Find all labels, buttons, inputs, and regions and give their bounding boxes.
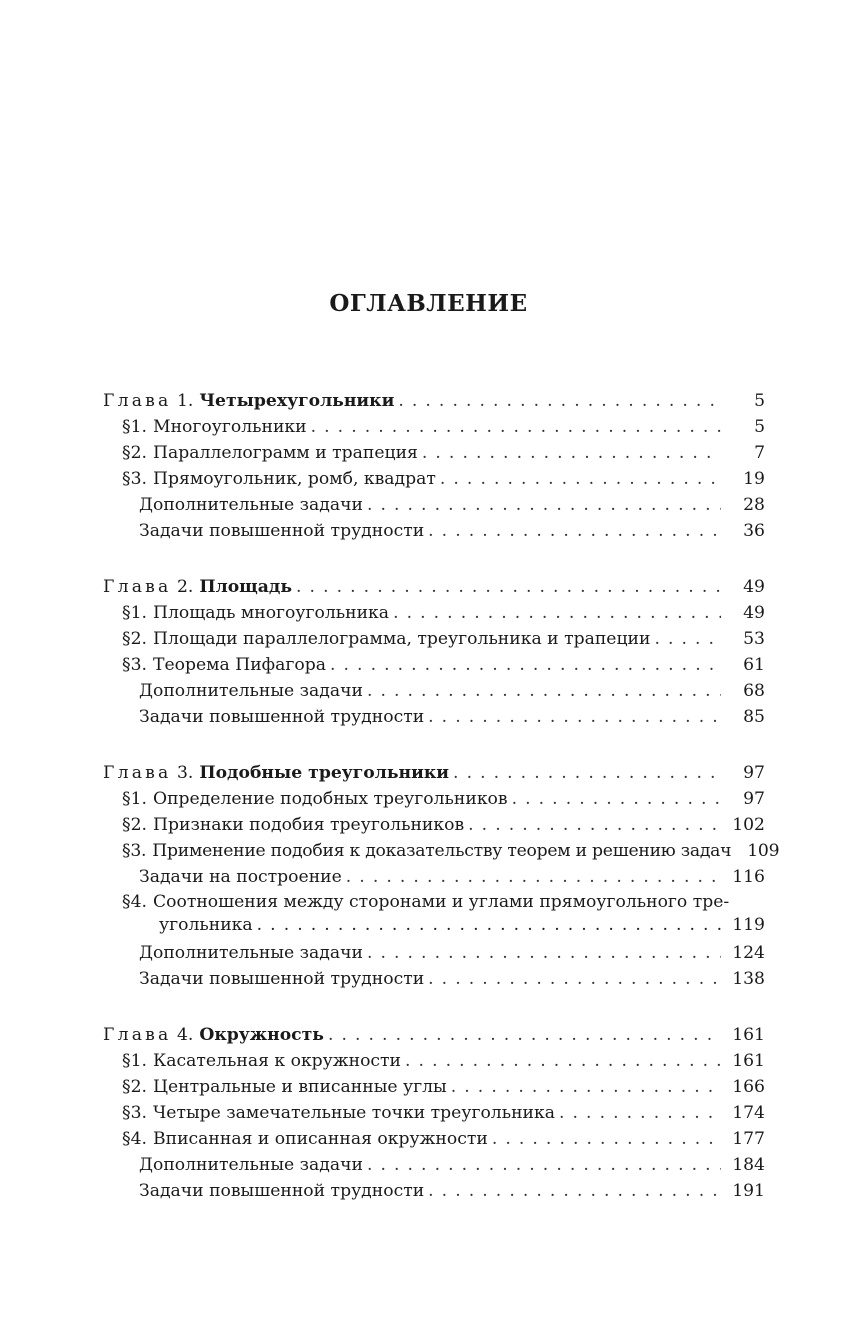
page-number: 5 xyxy=(754,417,765,437)
chapter-label: Глава 1. Четырехугольники xyxy=(103,391,395,411)
page-number: 177 xyxy=(732,1129,765,1149)
toc-entry[interactable]: Задачи на построение . . . 116 xyxy=(103,864,765,890)
toc-entry[interactable]: §3. Применение подобия к доказательству теорем и решению задач 109 xyxy=(103,838,765,864)
page-number: 116 xyxy=(732,867,765,887)
chapter-2-heading[interactable] xyxy=(103,574,765,600)
dot-leader xyxy=(367,1152,721,1178)
toc-entry[interactable]: §2. Параллелограмм и трапеция . . . 7 xyxy=(103,440,765,466)
page-number: 166 xyxy=(732,1077,765,1097)
dot-leader xyxy=(296,574,721,600)
page-number: 49 xyxy=(743,603,765,623)
page-number: 19 xyxy=(743,469,765,489)
toc-entry[interactable]: §1. Определение подобных треугольников . . . 97 xyxy=(103,786,765,812)
toc-entry[interactable]: §2. Признаки подобия треугольников . . . 102 xyxy=(103,812,765,838)
chapter-1-heading[interactable] xyxy=(103,388,765,414)
dot-leader xyxy=(428,518,721,544)
entry-second-line: угольника xyxy=(159,915,253,935)
page-number: 109 xyxy=(747,841,780,861)
page-number: 138 xyxy=(732,969,765,989)
page-number: 36 xyxy=(743,521,765,541)
dot-leader xyxy=(440,466,721,492)
toc-entry[interactable]: §1. Касательная к окружности . . . 161 xyxy=(103,1048,765,1074)
toc-entry[interactable]: §3. Прямоугольник, ромб, квадрат . . . 19 xyxy=(103,466,765,492)
toc-entry[interactable]: Дополнительные задачи . . . 68 xyxy=(103,678,765,704)
toc-entry[interactable]: Дополнительные задачи . . . 28 xyxy=(103,492,765,518)
chapter-3-block xyxy=(103,760,780,992)
entry-first-line: §4. Соотношения между сторонами и углами прямоугольного тре- xyxy=(122,892,730,912)
dot-leader xyxy=(422,440,721,466)
page-number: 191 xyxy=(732,1181,765,1201)
dot-leader xyxy=(512,786,721,812)
chapter-label: Глава 2. Площадь xyxy=(103,577,293,597)
toc-entry[interactable]: §2. Площади параллелограмма, треугольника и трапеции . . . 53 xyxy=(103,626,765,652)
page-number: 102 xyxy=(732,815,765,835)
page-number: 119 xyxy=(732,915,765,935)
toc-entry[interactable]: Задачи повышенной трудности . . . 138 xyxy=(103,966,765,992)
toc-entry[interactable]: Дополнительные задачи . . . 184 xyxy=(103,1152,765,1178)
dot-leader xyxy=(311,414,721,440)
table-of-contents xyxy=(103,388,780,1234)
page-number: 53 xyxy=(743,629,765,649)
dot-leader xyxy=(654,626,721,652)
dot-leader xyxy=(559,1100,721,1126)
dot-leader xyxy=(367,940,721,966)
page-number: 49 xyxy=(743,577,765,597)
dot-leader xyxy=(428,704,721,730)
page-number: 7 xyxy=(754,443,765,463)
dot-leader xyxy=(468,812,721,838)
page-number: 28 xyxy=(743,495,765,515)
chapter-2-block xyxy=(103,574,765,730)
dot-leader xyxy=(398,388,721,414)
toc-entry[interactable]: §2. Центральные и вписанные углы . . . 166 xyxy=(103,1074,765,1100)
toc-entry[interactable]: Задачи повышенной трудности . . . 36 xyxy=(103,518,765,544)
page-number: 174 xyxy=(732,1103,765,1123)
dot-leader xyxy=(428,1178,721,1204)
page-number: 61 xyxy=(743,655,765,675)
dot-leader xyxy=(428,966,721,992)
dot-leader xyxy=(330,652,721,678)
page-number: 97 xyxy=(743,789,765,809)
toc-entry[interactable]: Задачи повышенной трудности . . . 85 xyxy=(103,704,765,730)
dot-leader xyxy=(393,600,721,626)
toc-entry[interactable]: §1. Многоугольники . . . 5 xyxy=(103,414,765,440)
toc-entry[interactable]: §1. Площадь многоугольника . . . 49 xyxy=(103,600,765,626)
dot-leader xyxy=(451,1074,721,1100)
dot-leader xyxy=(367,492,721,518)
dot-leader xyxy=(367,678,721,704)
page-number: 161 xyxy=(732,1025,765,1045)
dot-leader xyxy=(492,1126,721,1152)
toc-entry-multiline[interactable] xyxy=(103,890,765,940)
chapter-label: Глава 3. Подобные треугольники xyxy=(103,763,450,783)
chapter-label: Глава 4. Окружность xyxy=(103,1025,324,1045)
chapter-1-block xyxy=(103,388,765,544)
chapter-4-block xyxy=(103,1022,765,1204)
toc-entry[interactable]: Задачи повышенной трудности . . . 191 xyxy=(103,1178,765,1204)
chapter-4-heading[interactable] xyxy=(103,1022,765,1048)
toc-entry[interactable]: §3. Четыре замечательные точки треугольника . . . 174 xyxy=(103,1100,765,1126)
dot-leader xyxy=(328,1022,721,1048)
dot-leader xyxy=(405,1048,721,1074)
page-number: 124 xyxy=(732,943,765,963)
dot-leader xyxy=(453,760,721,786)
toc-entry[interactable]: §4. Вписанная и описанная окружности . . . 177 xyxy=(103,1126,765,1152)
page-number: 97 xyxy=(743,763,765,783)
page-number: 161 xyxy=(732,1051,765,1071)
page-number: 85 xyxy=(743,707,765,727)
dot-leader xyxy=(257,914,721,936)
page-number: 5 xyxy=(754,391,765,411)
page-number: 184 xyxy=(732,1155,765,1175)
page-title: ОГЛАВЛЕНИЕ xyxy=(329,290,528,317)
toc-entry[interactable]: Дополнительные задачи . . . 124 xyxy=(103,940,765,966)
page-number: 68 xyxy=(743,681,765,701)
chapter-3-heading[interactable] xyxy=(103,760,765,786)
toc-entry[interactable]: §3. Теорема Пифагора . . . 61 xyxy=(103,652,765,678)
dot-leader xyxy=(346,864,721,890)
